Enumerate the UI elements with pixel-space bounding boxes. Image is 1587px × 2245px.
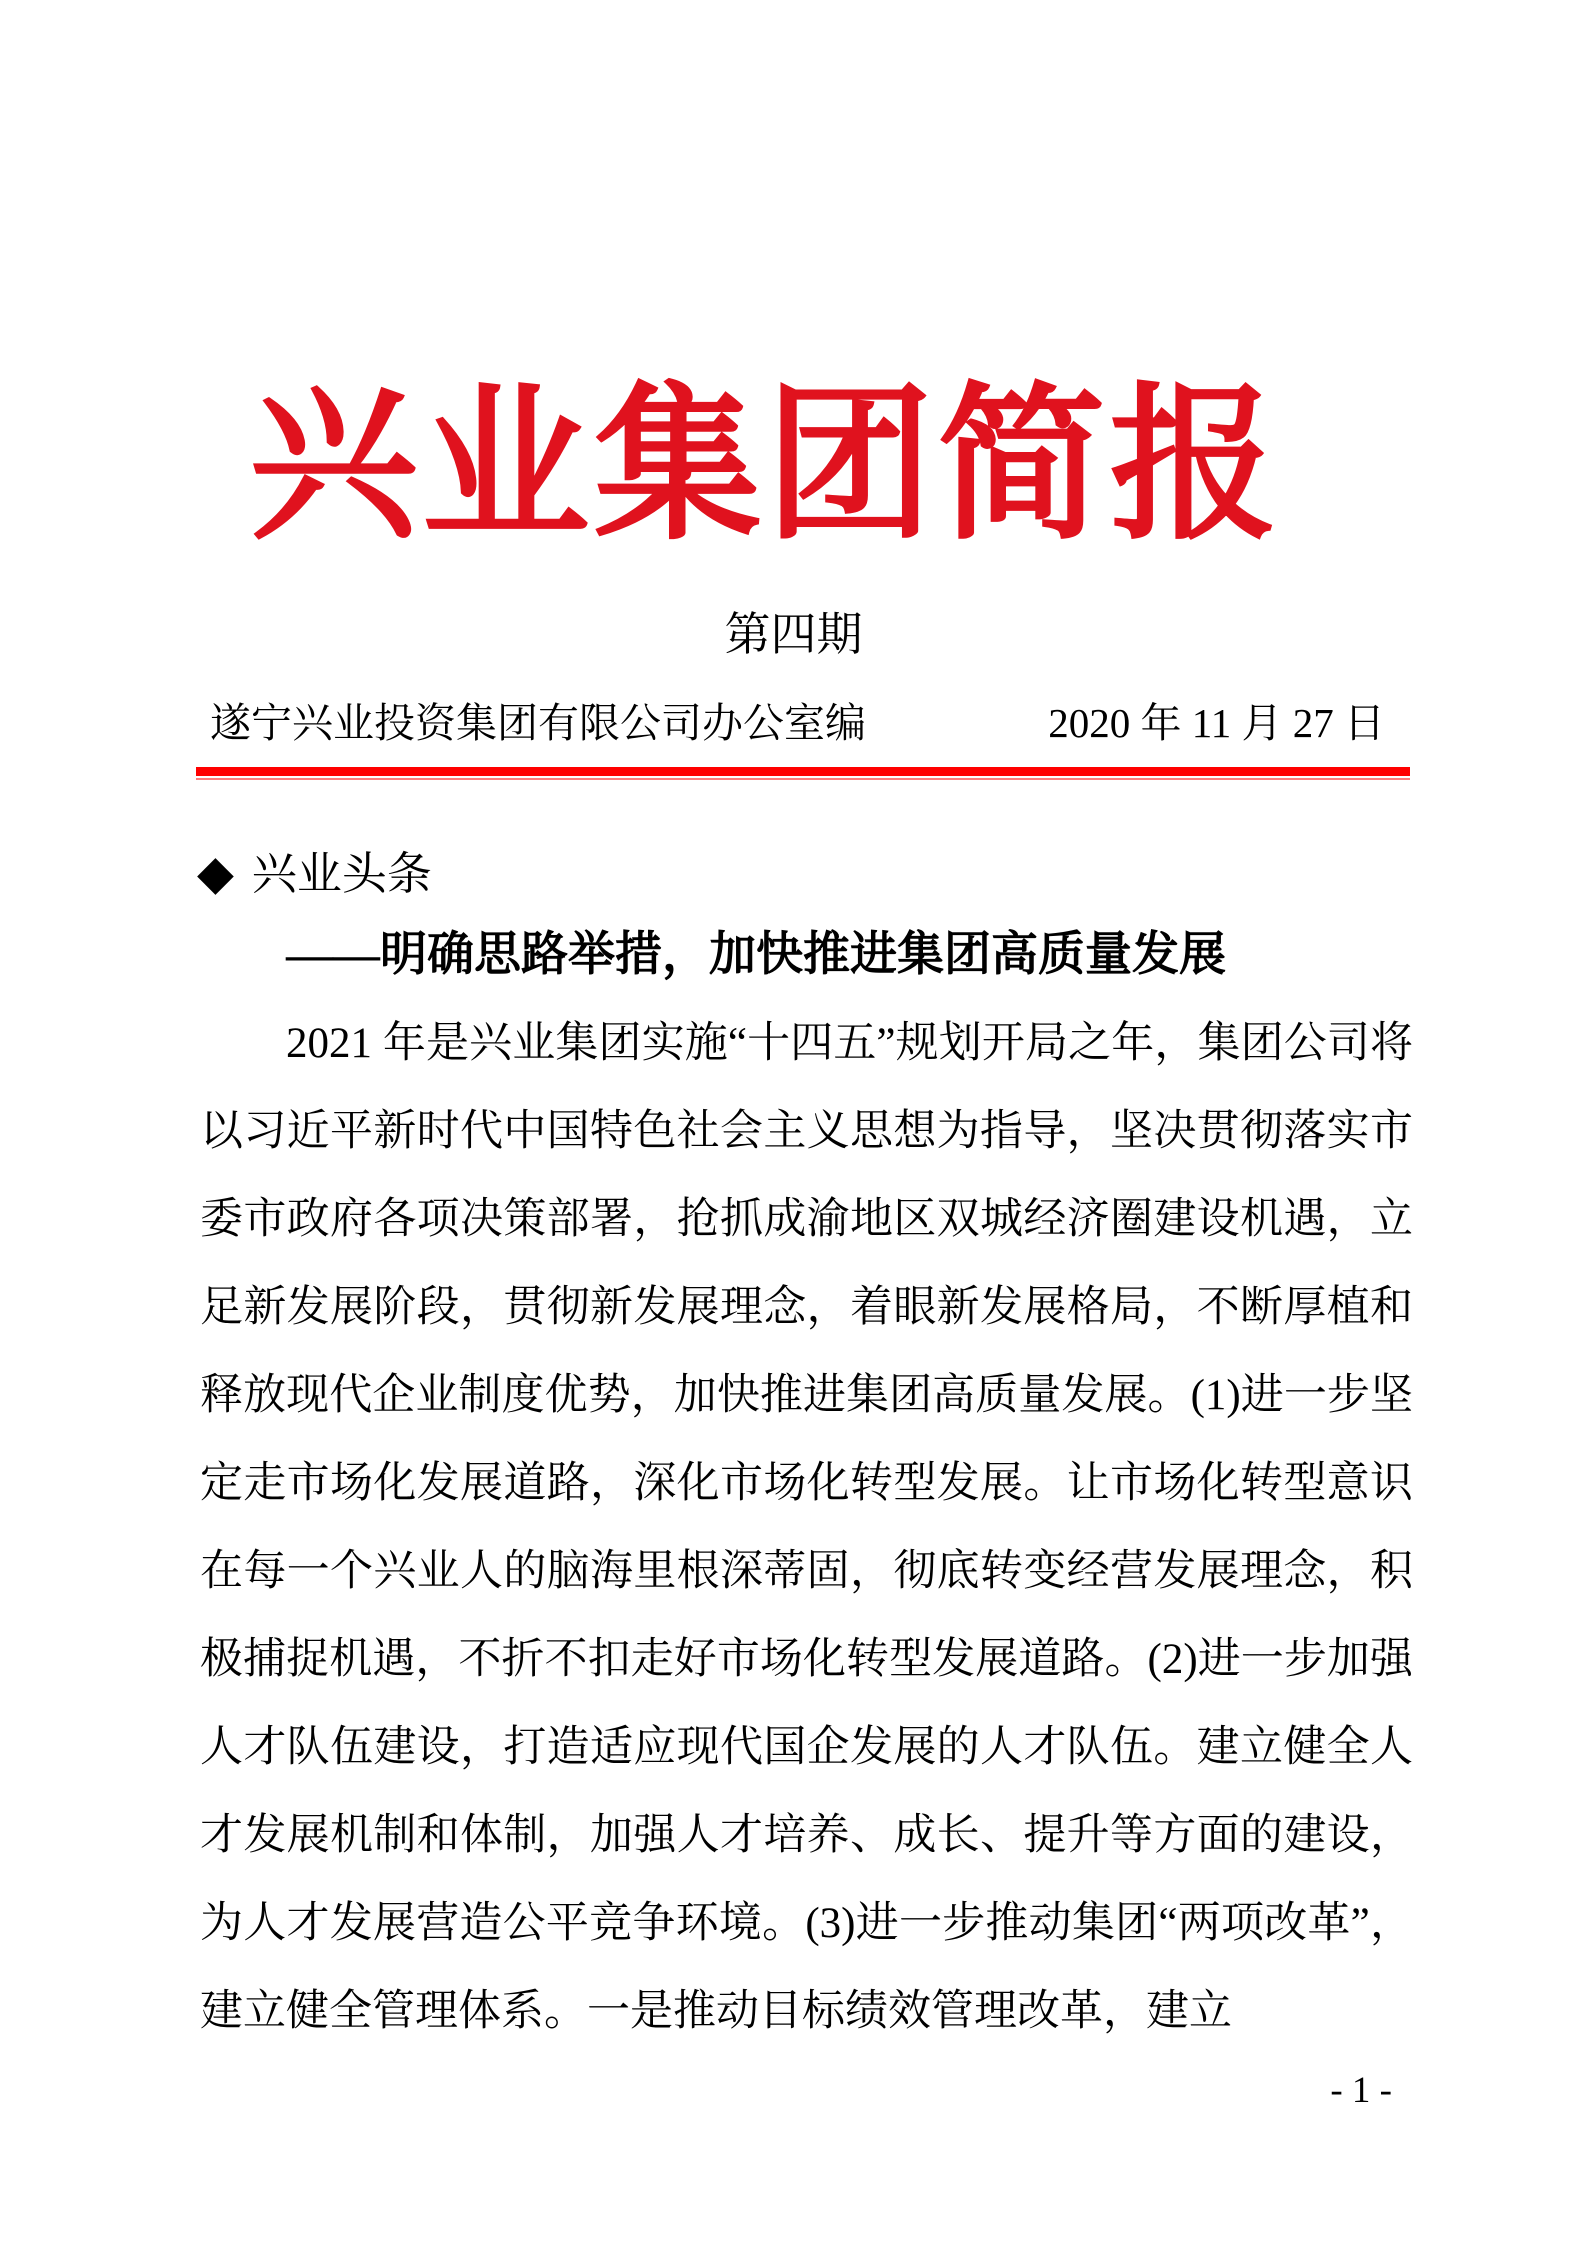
- editor-office: 遂宁兴业投资集团有限公司办公室编: [210, 700, 866, 746]
- masthead-divider: [196, 767, 1410, 780]
- newsletter-title: 兴业集团简报: [249, 365, 1282, 563]
- diamond-bullet-icon: ◆: [197, 847, 234, 900]
- masthead: [0, 0, 1587, 567]
- publish-date: 2020 年 11 月 27 日: [1048, 700, 1385, 746]
- section-header-label: 兴业头条: [251, 848, 432, 899]
- divider-thick-line: [196, 767, 1410, 776]
- headline-subtitle: ——明确思路举措，加快推进集团高质量发展: [286, 929, 1226, 981]
- divider-thin-line: [196, 778, 1410, 780]
- editor-row: [210, 697, 1385, 749]
- issue-number: 第四期: [724, 609, 863, 660]
- page-number: - 1 -: [1330, 2070, 1392, 2111]
- headline-paragraph: 2021 年是兴业集团实施“十四五”规划开局之年，集团公司将以习近平新时代中国特色社会主义思想为指导，坚决贯彻落实市委市政府各项决策部署，抢抓成渝地区双城经济圈建设机遇，立足新发展阶段，贯彻新发展理念，着眼新发展格局，不断厚植和释放现代企业制度优势，加快推进集团高质量发展。(1)进一步坚定走市场化发展道路，深化市场化转型发展。让市场化转型意识在每一个兴业人的脑海里根深蒂固，彻底转变经营发展理念，积极捕捉机遇，不折不扣走好市场化转型发展道路。(2)进一步加强人才队伍建设，打造适应现代国企发展的人才队伍。建立健全人才发展机制和体制，加强人才培养、成长、提升等方面的建设，为人才发展营造公平竞争环境。(3)进一步推动集团“两项改革”，建立健全管理体系。一是推动目标绩效管理改革，建立: [200, 1020, 1413, 2035]
- section-header: [197, 846, 1410, 902]
